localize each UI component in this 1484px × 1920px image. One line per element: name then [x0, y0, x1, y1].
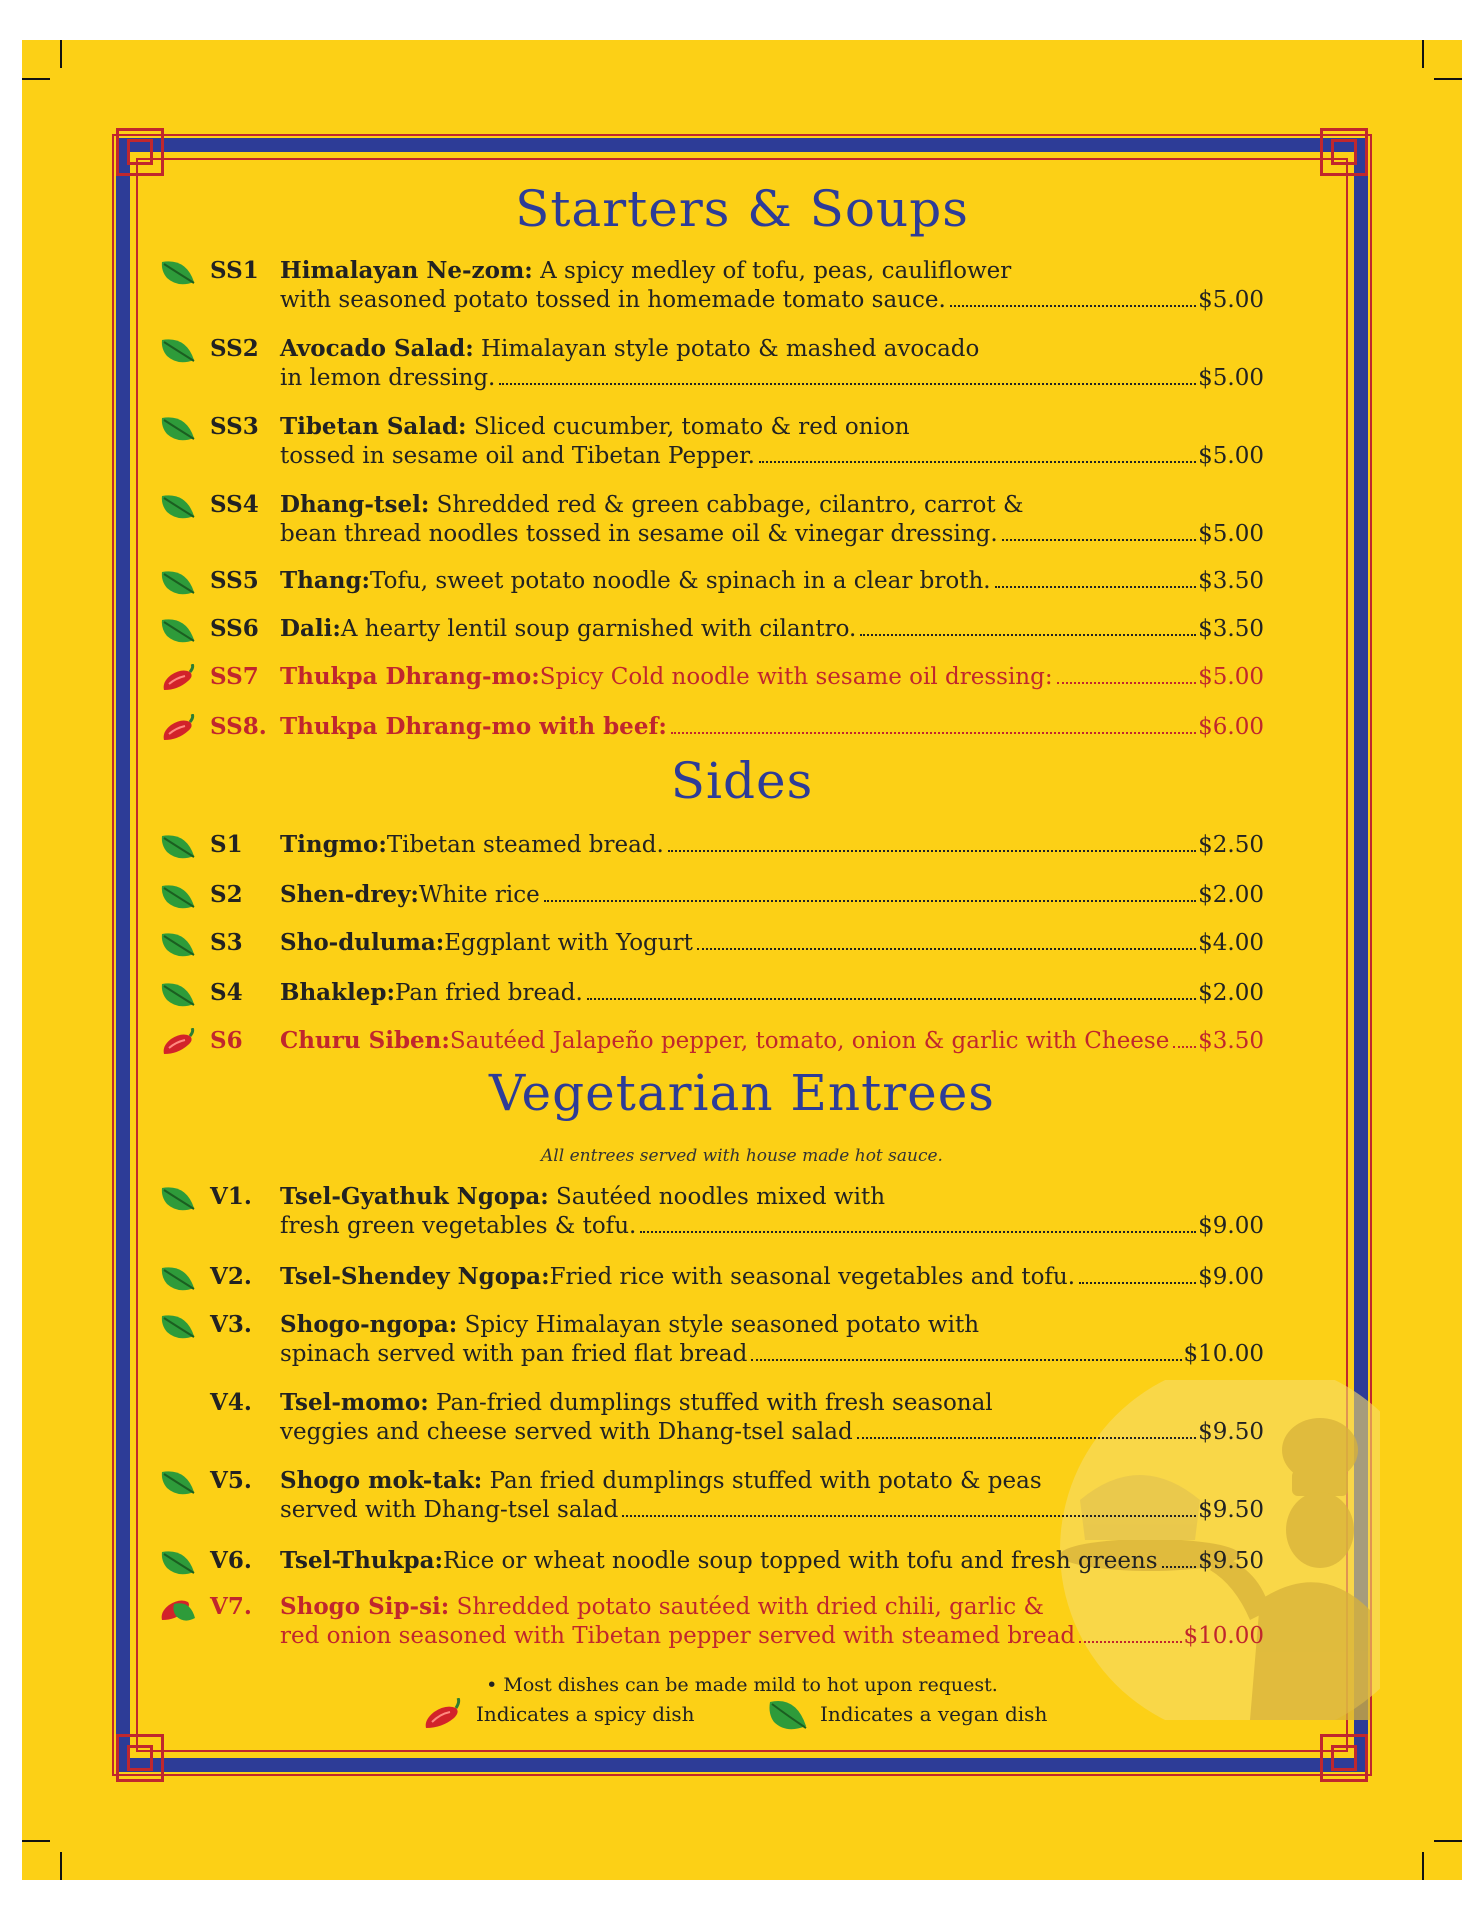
item-code: V2.	[210, 1263, 252, 1290]
item-code: SS8.	[210, 713, 267, 740]
item-price: $5.00	[1198, 365, 1264, 391]
leaf-icon	[160, 930, 196, 960]
item-description: Tibetan steamed bread.	[386, 832, 664, 858]
item-description-cont: with seasoned potato tossed in homemade tomato sauce.	[280, 287, 946, 313]
item-price: $4.00	[1198, 930, 1264, 956]
leaf-icon	[160, 1468, 196, 1498]
item-description: Pan fried bread.	[394, 980, 583, 1006]
corner-ornament	[1320, 1734, 1368, 1782]
item-name: Shogo Sip-si:	[280, 1593, 450, 1620]
item-body	[280, 1388, 1264, 1447]
crop-mark	[60, 40, 62, 68]
item-price: $5.00	[1198, 521, 1264, 547]
item-body	[280, 662, 1264, 692]
item-body	[280, 928, 1264, 958]
item-body	[280, 566, 1264, 596]
item-name: Tibetan Salad:	[280, 413, 467, 440]
item-price: $3.50	[1198, 616, 1264, 642]
item-code: SS1	[210, 257, 259, 284]
leaf-icon	[160, 492, 196, 522]
crop-mark	[1434, 78, 1462, 80]
item-name: Avocado Salad:	[280, 335, 474, 362]
item-price: $5.00	[1198, 287, 1264, 313]
item-price: $5.00	[1198, 664, 1264, 690]
item-description: Shredded potato sautéed with dried chili, garlic &	[449, 1594, 1044, 1620]
corner-ornament	[1320, 128, 1368, 176]
item-body	[280, 1026, 1264, 1056]
item-code: V6.	[210, 1547, 252, 1574]
item-code: SS7	[210, 663, 259, 690]
item-body	[280, 614, 1264, 644]
leaf-icon	[160, 616, 196, 646]
item-price: $9.50	[1198, 1497, 1264, 1523]
corner-ornament	[116, 1734, 164, 1782]
item-body	[280, 712, 1264, 742]
item-description: Sautéed noodles mixed with	[548, 1184, 886, 1210]
item-body	[280, 256, 1264, 315]
item-description-cont: red onion seasoned with Tibetan pepper served with steamed bread	[280, 1623, 1076, 1649]
item-price: $9.50	[1198, 1419, 1264, 1445]
item-body	[280, 334, 1264, 393]
section-title-sides: Sides	[670, 752, 814, 810]
item-price: $9.50	[1198, 1548, 1264, 1574]
item-code: S4	[210, 979, 243, 1006]
item-name: Sho-duluma:	[280, 929, 445, 956]
item-name: Dhang-tsel:	[280, 491, 430, 518]
item-price: $2.50	[1198, 832, 1264, 858]
crop-mark	[60, 1852, 62, 1880]
item-code: V4.	[210, 1389, 252, 1416]
leaf-icon	[160, 414, 196, 444]
item-body	[280, 1310, 1264, 1369]
item-name: Tsel-Shendey Ngopa:	[280, 1263, 550, 1290]
item-price: $10.00	[1183, 1341, 1264, 1367]
item-name: Himalayan Ne-zom:	[280, 257, 533, 284]
item-price: $2.00	[1198, 882, 1264, 908]
item-name: Thukpa Dhrang-mo with beef:	[280, 713, 667, 740]
spicy-legend-label: Indicates a spicy dish	[476, 1702, 695, 1726]
vegan-legend-label: Indicates a vegan dish	[820, 1702, 1048, 1726]
item-body	[280, 1546, 1264, 1576]
item-name: Thukpa Dhrang-mo:	[280, 663, 540, 690]
item-code: V3.	[210, 1311, 252, 1338]
item-code: SS2	[210, 335, 259, 362]
item-price: $3.50	[1198, 568, 1264, 594]
item-description: Spicy Himalayan style seasoned potato with	[457, 1312, 980, 1338]
crop-mark	[22, 1840, 50, 1842]
item-price: $9.00	[1198, 1264, 1264, 1290]
item-description-cont: fresh green vegetables & tofu.	[280, 1213, 637, 1239]
item-body	[280, 1466, 1264, 1525]
item-body	[280, 1262, 1264, 1292]
item-description: Rice or wheat noodle soup topped with tofu and fresh greens	[443, 1548, 1158, 1574]
leaf-icon	[160, 980, 196, 1010]
chili-icon	[420, 1698, 464, 1734]
leaf-icon	[160, 258, 196, 288]
item-code: V5.	[210, 1467, 252, 1494]
item-code: V7.	[210, 1593, 252, 1620]
item-name: Churu Siben:	[280, 1027, 450, 1054]
mild-hot-note: • Most dishes can be made mild to hot upon request.	[486, 1674, 998, 1696]
item-name: Tsel-momo:	[280, 1389, 429, 1416]
item-description-cont: spinach served with pan fried flat bread	[280, 1341, 748, 1367]
item-name: Tsel-Thukpa:	[280, 1547, 444, 1574]
vegetarian-note: All entrees served with house made hot sauce.	[541, 1146, 943, 1166]
item-price: $6.00	[1198, 714, 1264, 740]
item-code: SS3	[210, 413, 259, 440]
corner-ornament	[116, 128, 164, 176]
chili-icon	[160, 714, 196, 744]
item-description: Fried rice with seasonal vegetables and tofu.	[549, 1264, 1076, 1290]
item-name: Shogo mok-tak:	[280, 1467, 483, 1494]
item-description: Eggplant with Yogurt	[444, 930, 693, 956]
chili-icon	[160, 664, 196, 694]
item-description-cont: tossed in sesame oil and Tibetan Pepper.	[280, 443, 755, 469]
item-code: SS4	[210, 491, 259, 518]
crop-mark	[1434, 1840, 1462, 1842]
item-code: SS5	[210, 567, 259, 594]
crop-mark	[1422, 40, 1424, 68]
item-name: Shen-drey:	[280, 881, 419, 908]
item-name: Bhaklep:	[280, 979, 395, 1006]
leaf-icon	[160, 1264, 196, 1294]
item-description-cont: veggies and cheese served with Dhang-tsel salad	[280, 1419, 853, 1445]
item-description: Himalayan style potato & mashed avocado	[473, 336, 980, 362]
crop-mark	[1422, 1852, 1424, 1880]
item-price: $9.00	[1198, 1213, 1264, 1239]
item-code: SS6	[210, 615, 259, 642]
item-description: A spicy medley of tofu, peas, cauliflower	[532, 258, 1012, 284]
leaf-icon	[160, 1184, 196, 1214]
item-name: Thang:	[280, 567, 371, 594]
chili-icon	[160, 1028, 196, 1058]
item-code: S3	[210, 929, 243, 956]
leaf-icon	[160, 336, 196, 366]
item-name: Tsel-Gyathuk Ngopa:	[280, 1183, 549, 1210]
item-price: $10.00	[1183, 1623, 1264, 1649]
item-body	[280, 490, 1264, 549]
leaf-icon	[160, 1312, 196, 1342]
item-description: Shredded red & green cabbage, cilantro, carrot &	[429, 492, 1024, 518]
item-description-cont: served with Dhang-tsel salad	[280, 1497, 619, 1523]
leaf-icon	[160, 832, 196, 862]
leaf-icon	[160, 568, 196, 598]
crop-mark	[22, 78, 50, 80]
leaf-icon	[160, 882, 196, 912]
item-body	[280, 1182, 1264, 1241]
item-code: S1	[210, 831, 243, 858]
leaf-icon	[160, 1548, 196, 1578]
chili-leaf-icon	[160, 1594, 196, 1624]
item-body	[280, 880, 1264, 910]
item-name: Shogo-ngopa:	[280, 1311, 458, 1338]
section-title-starters: Starters & Soups	[515, 180, 969, 238]
section-title-vegetarian: Vegetarian Entrees	[489, 1064, 995, 1122]
item-price: $5.00	[1198, 443, 1264, 469]
item-description: Sautéed Jalapeño pepper, tomato, onion & garlic with Cheese	[449, 1028, 1170, 1054]
item-price: $3.50	[1198, 1028, 1264, 1054]
item-description: White rice	[418, 882, 540, 908]
item-price: $2.00	[1198, 980, 1264, 1006]
leaf-icon	[766, 1696, 810, 1736]
item-code: S2	[210, 881, 243, 908]
item-name: Dali:	[280, 615, 341, 642]
item-code: S6	[210, 1027, 243, 1054]
item-body	[280, 978, 1264, 1008]
item-name: Tingmo:	[280, 831, 387, 858]
item-description: Sliced cucumber, tomato & red onion	[466, 414, 910, 440]
item-code: V1.	[210, 1183, 252, 1210]
item-body	[280, 1592, 1264, 1651]
item-description-cont: in lemon dressing.	[280, 365, 496, 391]
item-description: Spicy Cold noodle with sesame oil dressing:	[539, 664, 1053, 690]
item-description: A hearty lentil soup garnished with cilantro.	[340, 616, 857, 642]
item-description: Pan fried dumplings stuffed with potato & peas	[482, 1468, 1042, 1494]
item-body	[280, 412, 1264, 471]
item-description-cont: bean thread noodles tossed in sesame oil & vinegar dressing.	[280, 521, 998, 547]
item-description: Tofu, sweet potato noodle & spinach in a clear broth.	[370, 568, 991, 594]
item-description: Pan-fried dumplings stuffed with fresh seasonal	[428, 1390, 993, 1416]
item-body	[280, 830, 1264, 860]
